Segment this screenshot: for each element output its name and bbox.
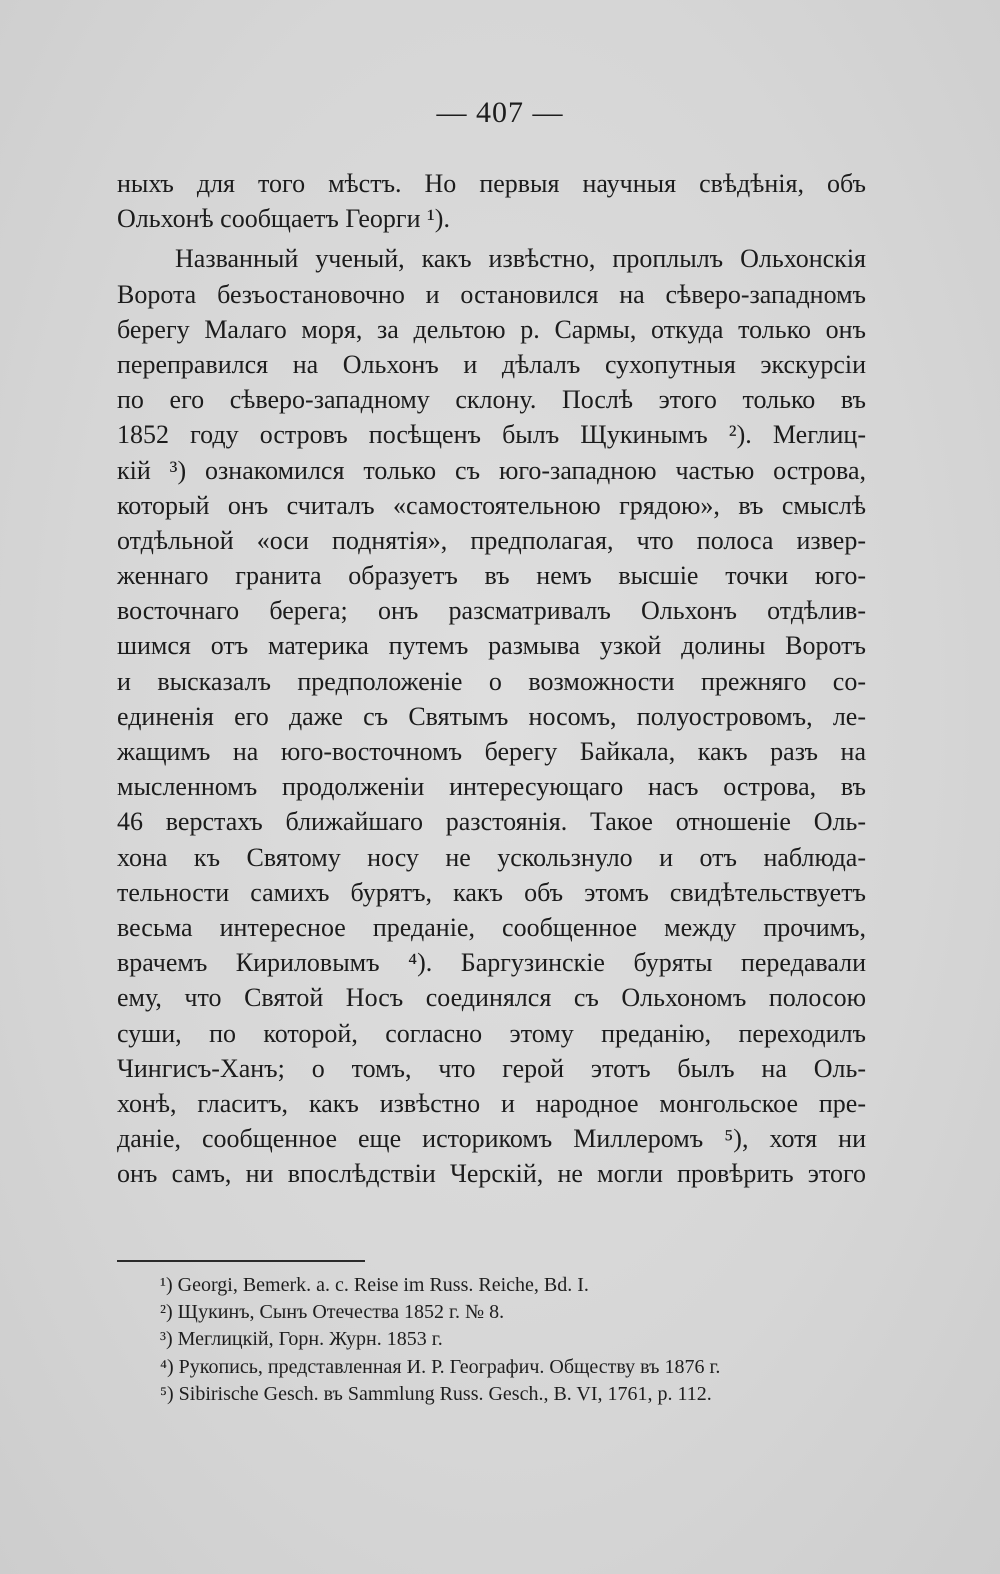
footnote-text: Sibirische Gesch. въ Sammlung Russ. Gesch., B. VI, 1761, p. 112.: [178, 1382, 712, 1405]
footnote-text: Меглицкій, Горн. Журн. 1853 г.: [177, 1328, 443, 1351]
footnote-marker: ⁴): [160, 1355, 174, 1378]
text-line: тельности самихъ бурятъ, какъ объ этомъ свидѣтельствуетъ: [117, 877, 866, 907]
text-line: даніе, сообщенное еще историкомъ Миллеромъ ⁵), хотя ни: [117, 1124, 866, 1154]
footnote-separator: [117, 1260, 365, 1262]
footnotes: [160, 1272, 866, 1408]
text-line: хонѣ, гласитъ, какъ извѣстно и народное монгольское пре-: [117, 1088, 866, 1118]
text-line: весьма интересное преданіе, сообщенное между прочимъ,: [117, 912, 866, 942]
text-line: женнаго гранита образуетъ въ немъ высшіе точки юго-: [117, 561, 866, 591]
text-line: Ворота безъостановочно и остановился на сѣверо-западномъ: [117, 279, 866, 309]
footnote: [160, 1326, 866, 1353]
text-line: и высказалъ предположеніе о возможности прежняго со-: [117, 666, 866, 696]
text-line: кій ³) ознакомился только съ юго-западною частью острова,: [117, 455, 866, 485]
text-line: шимся отъ материка путемъ размыва узкой долины Воротъ: [117, 631, 866, 661]
text-line: восточнаго берега; онъ разсматривалъ Ольхонъ отдѣлив-: [117, 596, 866, 626]
footnote: [160, 1299, 866, 1326]
footnote-text: Щукинъ, Сынъ Отечества 1852 г. № 8.: [177, 1301, 505, 1324]
text-line: 1852 году островъ посѣщенъ былъ Щукинымъ ²). Меглиц-: [117, 420, 866, 450]
text-line: Чингисъ-Ханъ; о томъ, что герой этотъ былъ на Оль-: [117, 1053, 866, 1083]
footnote-marker: ¹): [160, 1274, 173, 1296]
text-line: Ольхонѣ сообщаетъ Георги ¹).: [117, 204, 450, 234]
footnote-text: Georgi, Bemerk. a. c. Reise im Russ. Reiche, Bd. I.: [177, 1274, 589, 1296]
text-line: суши, по которой, согласно этому преданію, переходилъ: [117, 1018, 866, 1048]
footnote: [160, 1381, 866, 1408]
text-line: ныхъ для того мѣстъ. Но первыя научныя свѣдѣнія, объ: [117, 169, 866, 198]
footnote-text: Рукопись, представленная И. Р. Географич. Обществу въ 1876 г.: [178, 1355, 721, 1378]
paragraph: [117, 241, 866, 1191]
text-line: отдѣльной «оси поднятія», предполагая, что полоса извер-: [117, 525, 866, 555]
text-line: берегу Малаго моря, за дельтою р. Сармы, откуда только онъ: [117, 314, 866, 344]
footnote: [160, 1354, 866, 1381]
footnote-marker: ⁵): [160, 1382, 174, 1405]
paragraph: [117, 166, 866, 236]
footnote-marker: ²): [160, 1301, 173, 1324]
text-line: ему, что Святой Носъ соединялся съ Ольхономъ полосою: [117, 983, 866, 1013]
text-line: который онъ считалъ «самостоятельною грядою», въ смыслѣ: [117, 490, 866, 520]
text-line: мысленномъ продолженіи интересующаго насъ острова, въ: [117, 772, 866, 802]
footnote-marker: ³): [160, 1328, 173, 1351]
body-text: [117, 166, 866, 1191]
text-line: врачемъ Кириловымъ ⁴). Баргузинскіе буряты передавали: [117, 948, 866, 978]
page-number: — 407 —: [436, 96, 564, 129]
text-line: 46 верстахъ ближайшаго разстоянія. Такое отношеніе Оль-: [117, 807, 866, 837]
text-line: хона къ Святому носу не ускользнуло и отъ наблюда-: [117, 842, 866, 872]
text-line: по его сѣверо-западному склону. Послѣ этого только въ: [117, 385, 866, 415]
text-line: Названный ученый, какъ извѣстно, проплылъ Ольхонскія: [175, 244, 866, 274]
text-line: онъ самъ, ни впослѣдствіи Черскій, не могли провѣрить этого: [117, 1159, 866, 1189]
footnote: [160, 1272, 866, 1299]
text-line: переправился на Ольхонъ и дѣлалъ сухопутныя экскурсіи: [117, 349, 866, 379]
text-line: жащимъ на юго-восточномъ берегу Байкала, какъ разъ на: [117, 737, 866, 766]
text-line: единенія его даже съ Святымъ носомъ, полуостровомъ, ле-: [117, 701, 866, 731]
